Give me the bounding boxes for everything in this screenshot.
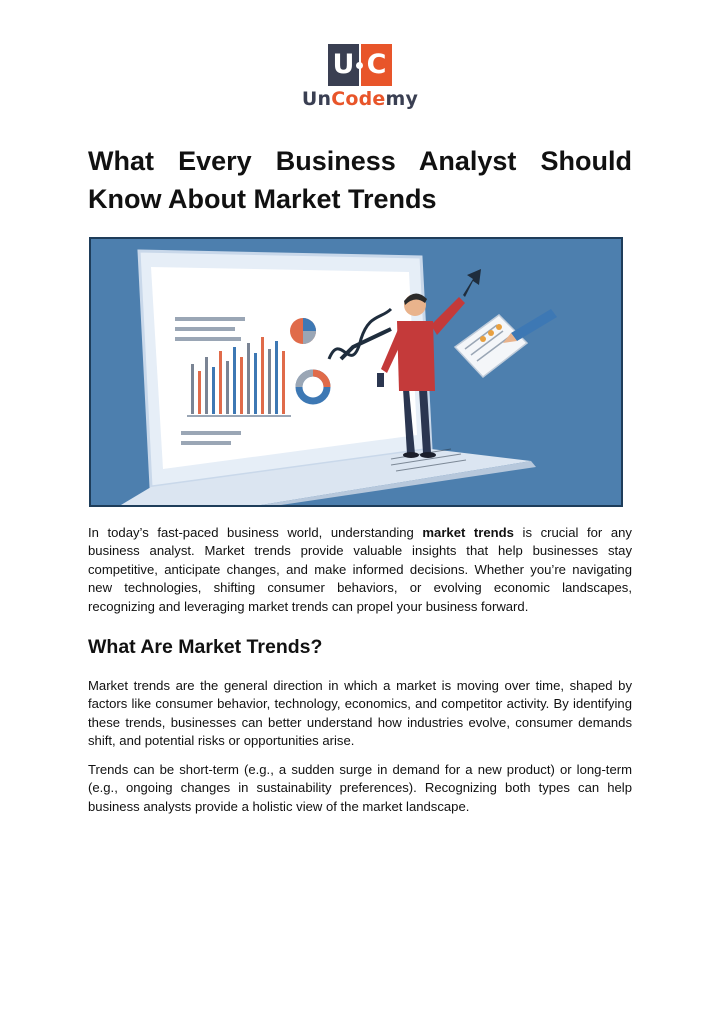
article-title: What Every Business Analyst Should Know About Market Trends [88,146,632,214]
wordmark-code: Code [331,88,386,110]
intro-text-end: is crucial for any business analyst. Market trends provide valuable insights that help businesses stay competitive, anticipate changes, and make informed decisions. Whether you’re navigating new technologies, shifting consumer behaviors, or evolving economic landscapes, recognizing and leveraging market trends can propel your business forward. [88,525,632,614]
pie-chart-icon [290,318,316,344]
hero-illustration [91,239,621,505]
wordmark-my: my [385,88,419,110]
intro-text-start: In today’s fast-paced business world, understanding [88,525,423,540]
hero-image [89,237,623,507]
section-heading: What Are Market Trends? [88,636,323,658]
intro-bold-term: market trends [422,525,514,540]
logo-tiles [328,44,392,86]
logo-dot [356,62,363,69]
section-paragraph-2: Trends can be short-term (e.g., a sudden surge in demand for a new product) or long-term (e.g., ongoing changes in sustainability preferences). Recognizing both types can help business analysts provide a holistic view of the market landscape. [88,762,632,814]
logo-tile-u: U [328,44,359,86]
logo-wordmark [300,88,420,110]
intro-paragraph [88,524,632,616]
uncodemy-logo [300,44,420,114]
logo-tile-c: C [361,44,392,86]
wordmark-un: Un [301,88,332,110]
section-paragraph-1: Market trends are the general direction in which a market is moving over time, shaped by factors like consumer behavior, technology, economics, and competitor activity. By identifying these trends, businesses can better understand how industries evolve, consumer demands shift, and potential risks or opportunities arise. [88,678,632,749]
